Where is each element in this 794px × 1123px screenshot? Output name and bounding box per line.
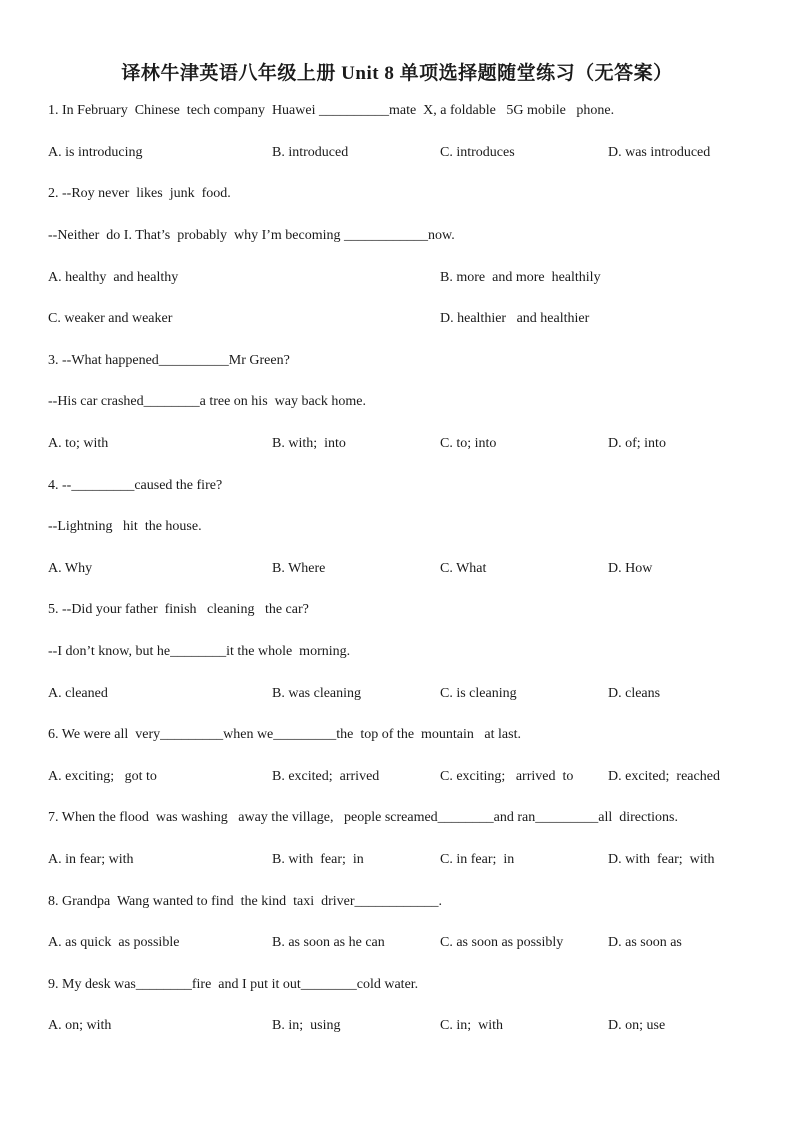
q9-option-a[interactable]: A. on; with: [48, 1018, 112, 1033]
q4-option-a[interactable]: A. Why: [48, 561, 93, 576]
q1-option-a[interactable]: A. is introducing: [48, 145, 143, 160]
q8-option-b[interactable]: B. as soon as he can: [272, 935, 385, 950]
question-4-reply: --Lightning hit the house.: [48, 519, 202, 534]
q5-option-a[interactable]: A. cleaned: [48, 686, 108, 701]
q5-option-d[interactable]: D. cleans: [608, 686, 661, 701]
q3-option-c[interactable]: C. to; into: [440, 436, 497, 451]
question-3-stem: 3. --What happened__________Mr Green?: [48, 353, 290, 368]
q6-option-b[interactable]: B. excited; arrived: [272, 769, 380, 784]
q7-option-a[interactable]: A. in fear; with: [48, 852, 134, 867]
q9-option-c[interactable]: C. in; with: [440, 1018, 504, 1033]
question-5-stem: 5. --Did your father finish cleaning the car?: [48, 602, 309, 617]
q5-option-b[interactable]: B. was cleaning: [272, 686, 362, 701]
q3-option-b[interactable]: B. with; into: [272, 436, 346, 451]
q3-option-a[interactable]: A. to; with: [48, 436, 109, 451]
q8-option-a[interactable]: A. as quick as possible: [48, 935, 180, 950]
q2-option-c[interactable]: C. weaker and weaker: [48, 311, 173, 326]
q1-option-b[interactable]: B. introduced: [272, 145, 349, 160]
question-5-reply: --I don’t know, but he________it the whole morning.: [48, 644, 351, 659]
q4-option-b[interactable]: B. Where: [272, 561, 326, 576]
question-1-stem: 1. In February Chinese tech company Huawei __________mate X, a foldable 5G mobile phone.: [48, 103, 615, 118]
page-title: 译林牛津英语八年级上册 Unit 8 单项选择题随堂练习（无答案）: [121, 63, 673, 84]
q7-option-c[interactable]: C. in fear; in: [440, 852, 515, 867]
q9-option-b[interactable]: B. in; using: [272, 1018, 341, 1033]
q1-option-c[interactable]: C. introduces: [440, 145, 515, 160]
question-3-reply: --His car crashed________a tree on his way back home.: [48, 394, 367, 409]
q2-option-a[interactable]: A. healthy and healthy: [48, 270, 179, 285]
question-9-stem: 9. My desk was________fire and I put it out________cold water.: [48, 977, 419, 992]
q2-option-d[interactable]: D. healthier and healthier: [440, 311, 590, 326]
question-6-stem: 6. We were all very_________when we_________the top of the mountain at last.: [48, 727, 521, 742]
question-2-stem: 2. --Roy never likes junk food.: [48, 186, 231, 201]
q9-option-d[interactable]: D. on; use: [608, 1018, 666, 1033]
question-8-stem: 8. Grandpa Wang wanted to find the kind taxi driver____________.: [48, 894, 443, 909]
q7-option-d[interactable]: D. with fear; with: [608, 852, 715, 867]
q6-option-a[interactable]: A. exciting; got to: [48, 769, 157, 784]
q6-option-c[interactable]: C. exciting; arrived to: [440, 769, 574, 784]
question-2-reply: --Neither do I. That’s probably why I’m becoming ____________now.: [48, 228, 455, 243]
q6-option-d[interactable]: D. excited; reached: [608, 769, 720, 784]
q3-option-d[interactable]: D. of; into: [608, 436, 666, 451]
question-4-stem: 4. --_________caused the fire?: [48, 478, 223, 493]
q4-option-d[interactable]: D. How: [608, 561, 653, 576]
q7-option-b[interactable]: B. with fear; in: [272, 852, 364, 867]
q8-option-c[interactable]: C. as soon as possibly: [440, 935, 564, 950]
q4-option-c[interactable]: C. What: [440, 561, 487, 576]
q5-option-c[interactable]: C. is cleaning: [440, 686, 517, 701]
q1-option-d[interactable]: D. was introduced: [608, 145, 711, 160]
q8-option-d[interactable]: D. as soon as: [608, 935, 682, 950]
question-7-stem: 7. When the flood was washing away the village, people screamed________and ran_________all directions.: [48, 810, 678, 825]
q2-option-b[interactable]: B. more and more healthily: [440, 270, 601, 285]
